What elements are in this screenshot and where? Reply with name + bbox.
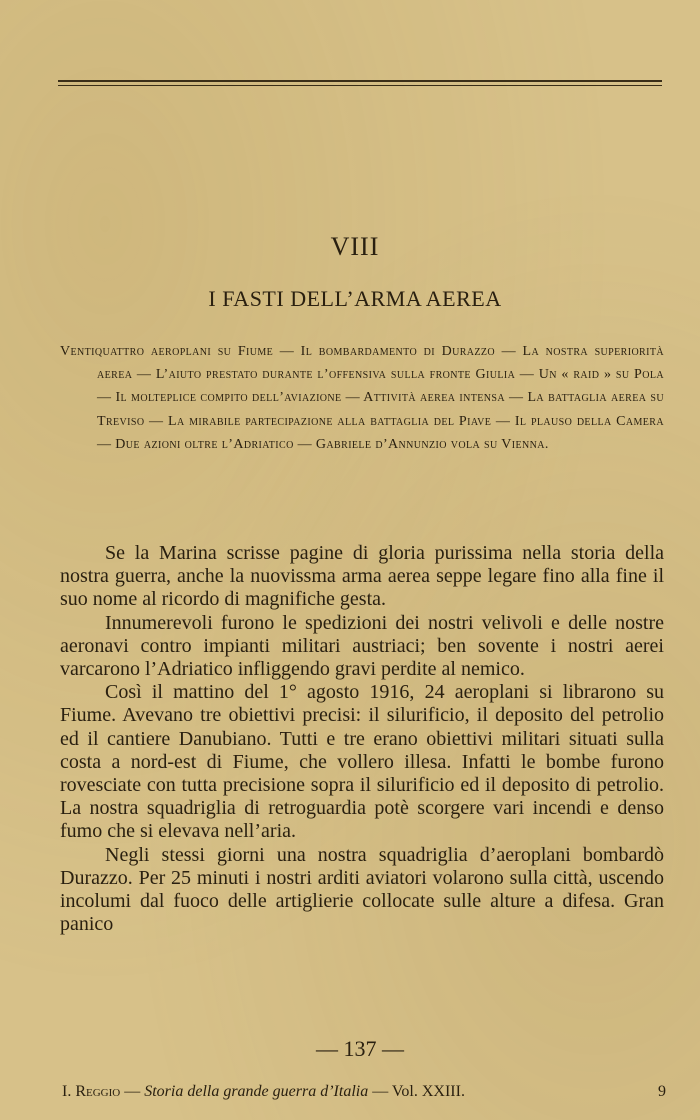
footer-work-title: Storia della grande guerra d’Italia <box>144 1083 369 1100</box>
chapter-summary: Ventiquattro aeroplani su Fiume — Il bombardamento di Durazzo — La nostra superiorità aerea — L’aiuto prestato durante l’offensiva sulla fronte Giulia — Un « raid » su Pola — Il molteplice compito dell’aviazione — Attività aerea intensa — La battaglia aerea su Treviso — La mirabile partecipazione alla battaglia del Piave — Il plauso della Camera — Due azioni oltre l’Adriatico — Gabriele d’Annunzio vola su Vienna. <box>60 344 664 452</box>
footer-citation <box>62 1083 465 1101</box>
paragraph: Così il mattino del 1° agosto 1916, 24 aeroplani si librarono su Fiume. Avevano tre obiettivi precisi: il silurificio, il deposito del petrolio ed il cantiere Danubiano. Tutti e tre erano obiettivi militari situati sulla costa a nord-est di Fiume, che vollero illesa. Infatti le bombe furono rovesciate con tutta precisione sopra il silurificio ed il deposito di petrolio. La nostra squadriglia di retroguardia potè scorgere vari incendi e denso fumo che si elevava nell’aria. <box>60 681 664 843</box>
page-number: — 137 — <box>316 1036 404 1061</box>
footer <box>62 1083 666 1101</box>
footer-separator: — <box>120 1083 145 1100</box>
footer-author: I. Reggio <box>62 1083 121 1100</box>
paragraph: Innumerevoli furono le spedizioni dei nostri velivoli e delle nostre aeronavi contro impianti militari austriaci; ben sovente i nostri aerei varcarono l’Adriatico infliggendo gravi perdite al nemico. <box>60 611 664 681</box>
paragraph: Negli stessi giorni una nostra squadriglia d’aeroplani bombardò Durazzo. Per 25 minuti i nostri arditi aviatori volarono sulla città, uscendo incolumi dal fuoco delle artiglierie collocate sulle alture a difesa. Gran panico <box>60 843 664 936</box>
chapter-title: I FASTI DELL’ARMA AEREA <box>208 286 502 311</box>
footer-separator: — <box>368 1083 392 1100</box>
body-text <box>60 542 664 936</box>
footer-volume: Vol. XXIII. <box>391 1083 465 1100</box>
chapter-number: VIII <box>330 232 380 261</box>
footer-signature: 9 <box>658 1083 666 1100</box>
header-rule <box>58 80 662 86</box>
paragraph: Se la Marina scrisse pagine di gloria purissima nella storia della nostra guerra, anche la nuovissma arma aerea seppe legare fino alla fine il suo nome al ricordo di magnifiche gesta. <box>60 542 664 611</box>
